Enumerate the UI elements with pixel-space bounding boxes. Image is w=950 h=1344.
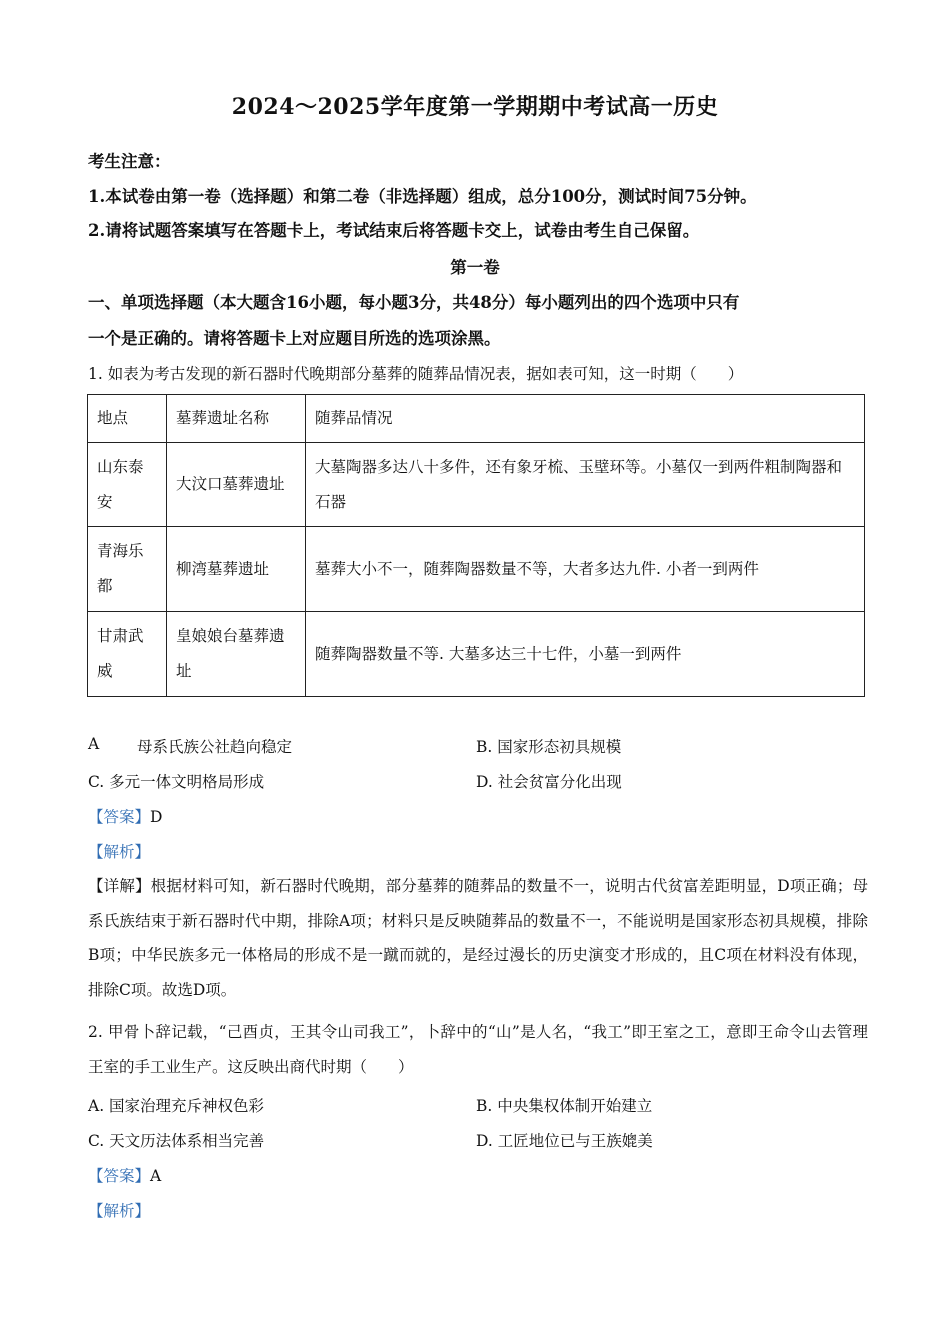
table-cell: 青海乐都 <box>88 527 167 612</box>
section-title: 第一卷 <box>450 258 500 277</box>
detail-tag: 【详解】 <box>88 877 151 895</box>
q2-option-c: C. 天文历法体系相当完善 <box>88 1132 265 1150</box>
table-cell: 皇娘娘台墓葬遗址 <box>167 612 306 697</box>
q1-option-d: D. 社会贫富分化出现 <box>476 773 622 791</box>
table-cell: 柳湾墓葬遗址 <box>167 527 306 612</box>
q2-answer-line <box>88 1164 161 1186</box>
q2-option-b: B. 中央集权体制开始建立 <box>476 1097 653 1115</box>
table-header-cell: 随葬品情况 <box>306 395 865 443</box>
table-row <box>88 443 865 527</box>
q1-detail <box>88 869 868 1007</box>
q1-option-a-label: A <box>88 735 100 753</box>
q1-option-b: B. 国家形态初具规模 <box>476 738 622 756</box>
notice-heading: 考生注意： <box>88 152 171 171</box>
notice-item-2: 2.请将试题答案填写在答题卡上，考试结束后将答题卡交上，试卷由考生自己保留。 <box>88 221 700 240</box>
table-cell: 随葬陶器数量不等. 大墓多达三十七件，小墓一到两件 <box>306 612 865 697</box>
table-cell: 墓葬大小不一，随葬陶器数量不等，大者多达九件. 小者一到两件 <box>306 527 865 612</box>
q2-analysis-tag: 【解析】 <box>88 1202 151 1220</box>
table-row <box>88 527 865 612</box>
table-row <box>88 612 865 697</box>
table-cell: 甘肃武威 <box>88 612 167 697</box>
answer-tag: 【答案】 <box>88 808 151 826</box>
part1-instruction-line1: 一、单项选择题（本大题含16小题，每小题3分，共48分）每小题列出的四个选项中只有 <box>88 293 740 312</box>
answer-tag: 【答案】 <box>88 1167 151 1185</box>
question-1-stem: 1. 如表为考古发现的新石器时代晚期部分墓葬的随葬品情况表，据如表可知，这一时期（ ） <box>88 365 744 383</box>
q2-option-a: A. 国家治理充斥神权色彩 <box>88 1097 265 1115</box>
answer-value: A <box>150 1167 162 1185</box>
q1-option-a-text: 母系氏族公社趋向稳定 <box>137 738 293 756</box>
notice-item-1: 1.本试卷由第一卷（选择题）和第二卷（非选择题）组成，总分100分，测试时间75分钟。 <box>88 187 757 206</box>
q1-answer-line <box>88 805 162 827</box>
table-header-cell: 地点 <box>88 395 167 443</box>
q1-analysis-tag: 【解析】 <box>88 843 151 861</box>
q1-option-c: C. 多元一体文明格局形成 <box>88 773 265 791</box>
page-title: 2024～2025学年度第一学期期中考试高一历史 <box>231 94 719 120</box>
answer-value: D <box>150 808 163 826</box>
question-2-stem: 2. 甲骨卜辞记载，“己酉贞，王其令山司我工”，卜辞中的“山”是人名，“我工”即王室之工，意即王命令山去管理王室的手工业生产。这反映出商代时期（ ） <box>88 1023 868 1076</box>
table-header-cell: 墓葬遗址名称 <box>167 395 306 443</box>
burial-goods-table <box>87 394 865 697</box>
table-cell: 大墓陶器多达八十多件，还有象牙梳、玉壁环等。小墓仅一到两件粗制陶器和石器 <box>306 443 865 527</box>
table-cell: 山东泰安 <box>88 443 167 527</box>
detail-text: 根据材料可知，新石器时代晚期，部分墓葬的随葬品的数量不一，说明古代贫富差距明显，D项正确；母系氏族结束于新石器时代中期，排除A项；材料只是反映随葬品的数量不一，不能说明是国家形态初具规模，排除B项；中华民族多元一体格局的形成不是一蹴而就的，是经过漫长的历史演变才形成的，且C项在材料没有体现，排除C项。故选D项。 <box>88 877 868 999</box>
part1-instruction-line2: 一个是正确的。请将答题卡上对应题目所选的选项涂黑。 <box>88 329 501 348</box>
table-header-row <box>88 395 865 443</box>
q2-option-d: D. 工匠地位已与王族媲美 <box>476 1132 653 1150</box>
table-cell: 大汶口墓葬遗址 <box>167 443 306 527</box>
